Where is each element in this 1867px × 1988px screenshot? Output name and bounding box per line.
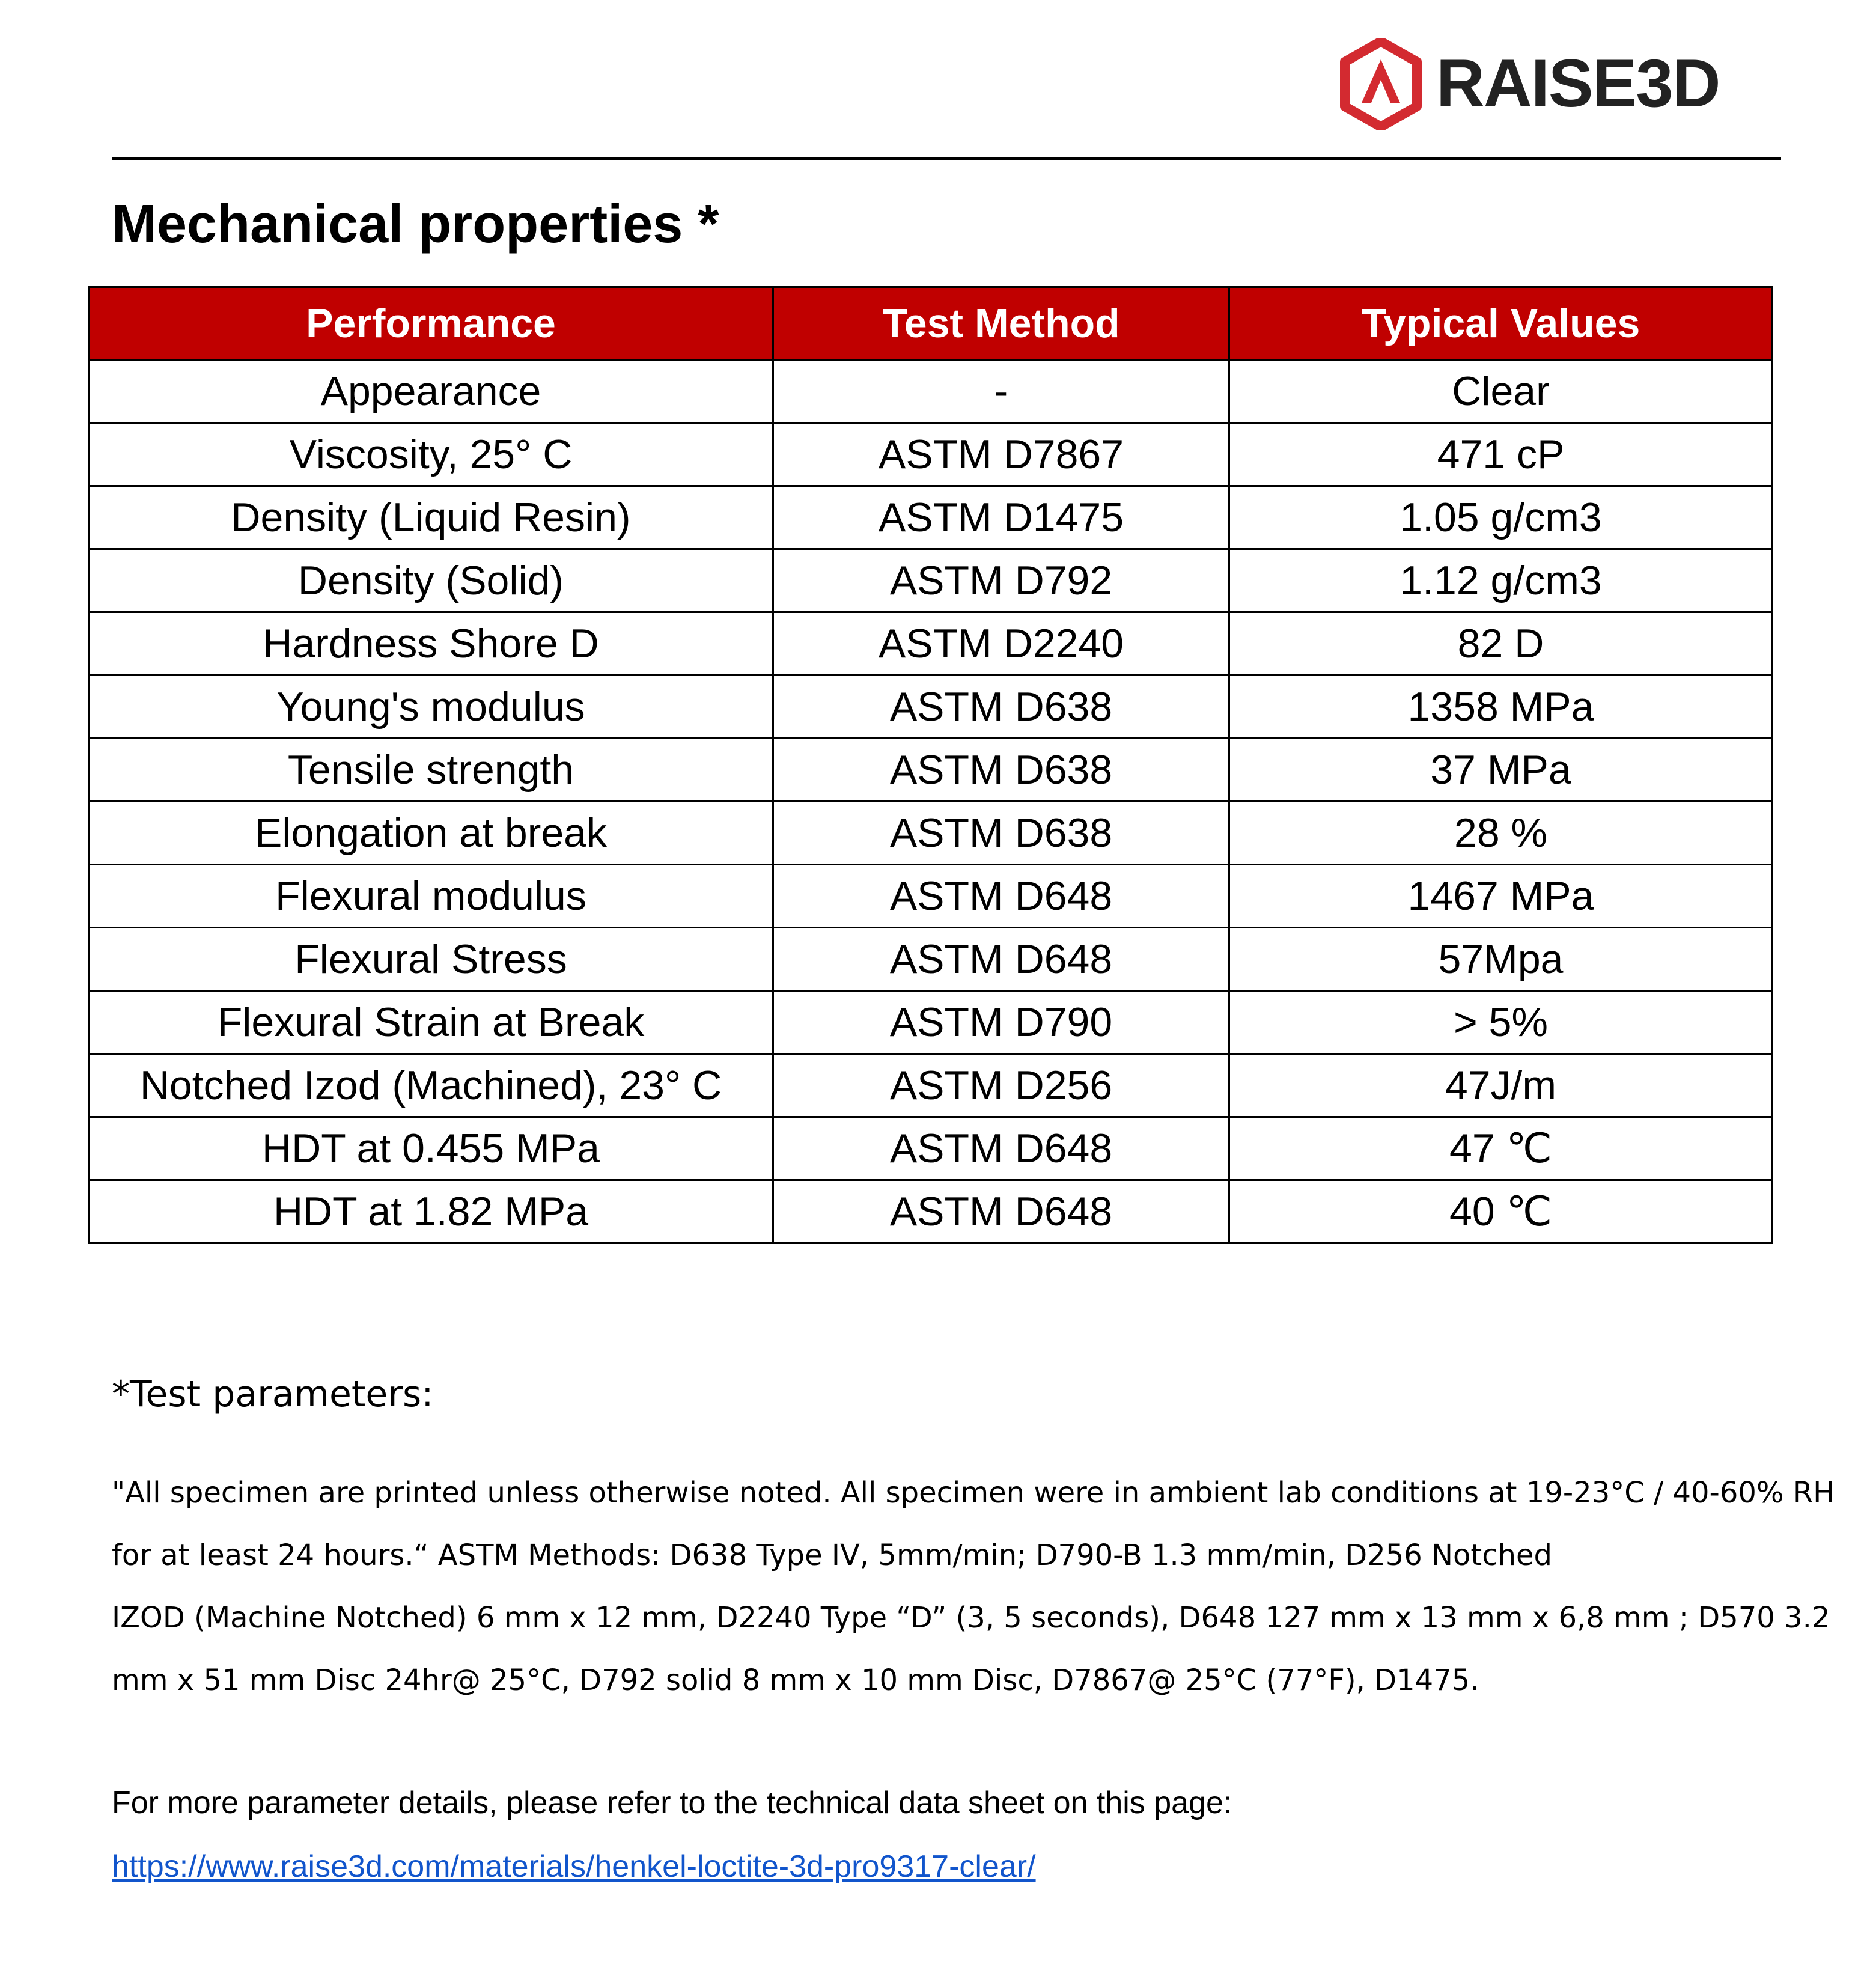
mechanical-properties-table [88,286,1773,1244]
typical-value-cell: 40 ℃ [1229,1180,1773,1243]
page-title: Mechanical properties * [112,194,719,254]
typical-value-cell: 57Mpa [1229,928,1773,991]
raise3d-wordmark [1436,48,1737,120]
table-row [89,739,1773,802]
typical-value-cell: 82 D [1229,612,1773,675]
typical-value-cell: 47 ℃ [1229,1117,1773,1180]
test-method-cell: ASTM D638 [773,739,1229,802]
test-parameters-text [112,1462,1835,1712]
test-parameters-line: IZOD (Machine Notched) 6 mm x 12 mm, D2240 Type “D” (3, 5 seconds), D648 127 mm x 13 mm x 6,8 mm ; D570 3.2 [112,1601,1830,1635]
typical-value-cell: 1.05 g/cm3 [1229,486,1773,549]
table-row [89,360,1773,423]
test-method-cell: ASTM D790 [773,991,1229,1054]
test-method-cell: ASTM D256 [773,1054,1229,1117]
test-method-cell: ASTM D2240 [773,612,1229,675]
technical-data-sheet-link[interactable]: https://www.raise3d.com/materials/henkel-loctite-3d-pro9317-clear/ [112,1849,1036,1884]
typical-value-cell: 1358 MPa [1229,675,1773,739]
typical-value-cell: 47J/m [1229,1054,1773,1117]
table-row [89,486,1773,549]
performance-cell: Flexural modulus [89,865,773,928]
table-row [89,675,1773,739]
test-method-cell: ASTM D648 [773,928,1229,991]
column-header-test-method: Test Method [773,287,1229,360]
test-parameters-line: "All specimen are printed unless otherwise noted. All specimen were in ambient lab conditions at 19-23°C / 40-60% RH [112,1476,1835,1510]
test-method-cell: ASTM D1475 [773,486,1229,549]
table-row [89,612,1773,675]
performance-cell: Elongation at break [89,802,773,865]
performance-cell: HDT at 0.455 MPa [89,1117,773,1180]
performance-cell: Hardness Shore D [89,612,773,675]
performance-cell: Density (Solid) [89,549,773,612]
test-method-cell: ASTM D7867 [773,423,1229,486]
raise3d-wordmark-art [1436,51,1737,117]
column-header-typical-values: Typical Values [1229,287,1773,360]
typical-value-cell: 1.12 g/cm3 [1229,549,1773,612]
more-details-text: For more parameter details, please refer to the technical data sheet on this page: [112,1785,1232,1820]
raise3d-logo [1339,36,1737,132]
test-method-cell: - [773,360,1229,423]
performance-cell: Tensile strength [89,739,773,802]
performance-cell: Notched Izod (Machined), 23° C [89,1054,773,1117]
table-row [89,1117,1773,1180]
performance-cell: Viscosity, 25° C [89,423,773,486]
table-header-row [89,287,1773,360]
performance-cell: Flexural Strain at Break [89,991,773,1054]
typical-value-cell: Clear [1229,360,1773,423]
raise3d-hexagon-logo-icon [1339,38,1423,130]
test-parameters-heading: *Test parameters: [112,1373,434,1415]
test-method-cell: ASTM D648 [773,1117,1229,1180]
raise3d-wordmark-text: RAISE3D [1436,51,1720,117]
table-row [89,865,1773,928]
table-row [89,549,1773,612]
performance-cell: Flexural Stress [89,928,773,991]
test-parameters-line: mm x 51 mm Disc 24hr@ 25°C, D792 solid 8 mm x 10 mm Disc, D7867@ 25°C (77°F), D1475. [112,1663,1479,1697]
column-header-performance: Performance [89,287,773,360]
test-parameters-line: for at least 24 hours.“ ASTM Methods: D638 Type IV, 5mm/min; D790-B 1.3 mm/min, D256 Notched [112,1538,1552,1572]
table-row [89,423,1773,486]
test-method-cell: ASTM D638 [773,802,1229,865]
table-row [89,1180,1773,1243]
table-row [89,928,1773,991]
performance-cell: Young's modulus [89,675,773,739]
typical-value-cell: > 5% [1229,991,1773,1054]
test-method-cell: ASTM D648 [773,865,1229,928]
test-method-cell: ASTM D638 [773,675,1229,739]
typical-value-cell: 1467 MPa [1229,865,1773,928]
performance-cell: Density (Liquid Resin) [89,486,773,549]
table-row [89,802,1773,865]
test-method-cell: ASTM D792 [773,549,1229,612]
performance-cell: Appearance [89,360,773,423]
header-divider [112,157,1781,160]
table-row [89,991,1773,1054]
test-method-cell: ASTM D648 [773,1180,1229,1243]
performance-cell: HDT at 1.82 MPa [89,1180,773,1243]
typical-value-cell: 471 cP [1229,423,1773,486]
typical-value-cell: 28 % [1229,802,1773,865]
typical-value-cell: 37 MPa [1229,739,1773,802]
table-row [89,1054,1773,1117]
